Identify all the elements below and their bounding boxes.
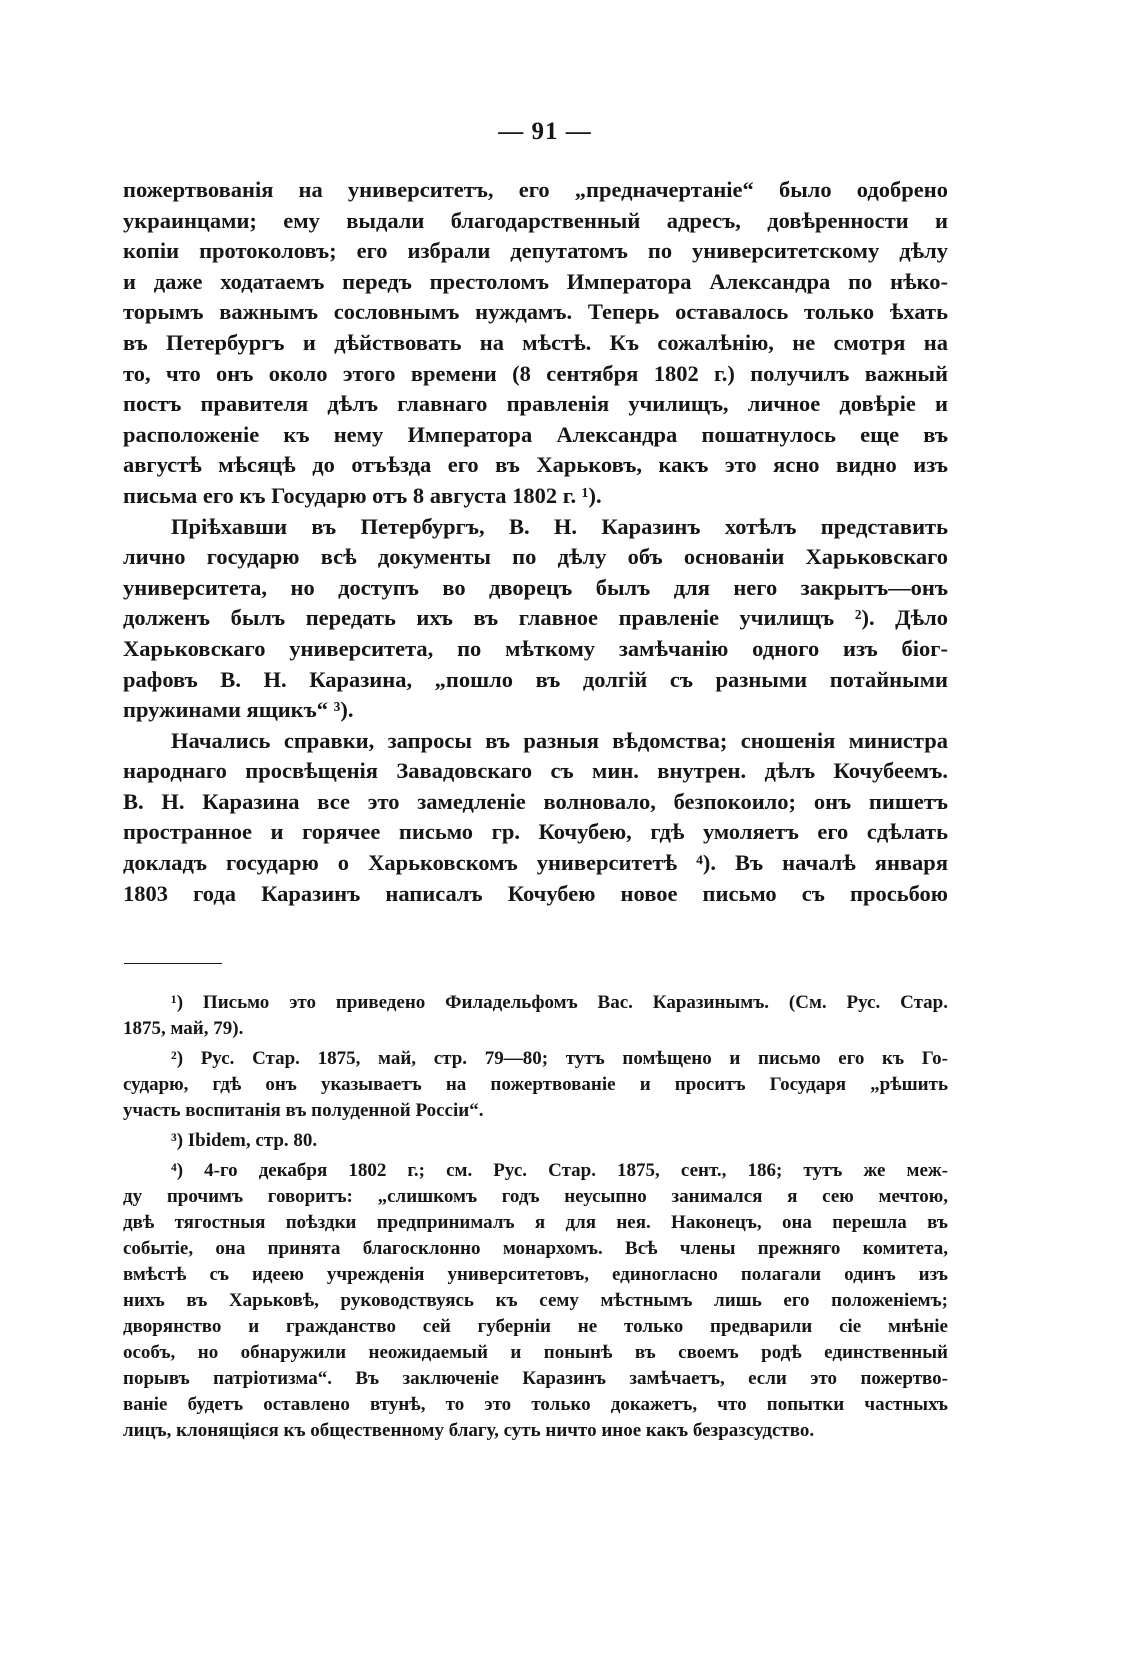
footnote-line: ⁴) 4-го декабря 1802 г.; см. Рус. Стар. 1875, сент., 186; тутъ же меж-: [171, 1160, 948, 1181]
text-line: пожертвованія на университетъ, его „предначертаніе“ было одобрено: [123, 177, 948, 202]
text-line: украинцами; ему выдали благодарственный адресъ, довѣренности и: [123, 207, 948, 233]
footnote-line: дворянство и гражданство сей губерніи не только предварили сіе мнѣніе: [123, 1316, 948, 1337]
footnote-1: [123, 990, 948, 1042]
footnote-2: [123, 1046, 948, 1124]
text-line: постъ правителя дѣлъ главнаго правленія училищъ, личное довѣріе и: [123, 391, 948, 417]
footnote-line: ду прочимъ говоритъ: „слишкомъ годъ неусыпно занимался я сею мечтою,: [123, 1186, 948, 1207]
paragraph-3: [123, 726, 948, 910]
text-line: университета, но доступъ во дворецъ былъ для него закрытъ—онъ: [123, 574, 948, 600]
footnote-line: особъ, но обнаружили неожидаемый и понынѣ въ своемъ родѣ единственный: [123, 1342, 948, 1363]
text-line: В. Н. Каразина все это замедленіе волновало, безпокоило; онъ пишетъ: [123, 788, 948, 814]
footnote-line: ваніе будетъ оставлено втунѣ, то это только докажетъ, что попытки частныхъ: [123, 1394, 948, 1415]
text-line: Пріѣхавши въ Петербургъ, В. Н. Каразинъ хотѣлъ представить: [171, 513, 948, 539]
page-number: — 91 —: [498, 118, 592, 145]
text-line: то, что онъ около этого времени (8 сентября 1802 г.) получилъ важный: [123, 360, 948, 386]
footnote-3: [123, 1128, 948, 1154]
footnote-line: вмѣстѣ съ идеею учрежденія университетовъ, единогласно полагали одинъ изъ: [123, 1264, 948, 1285]
footnote-separator: [124, 963, 222, 964]
text-line: Начались справки, запросы въ разныя вѣдомства; сношенія министра: [171, 727, 948, 753]
text-line: докладъ государю о Харьковскомъ университетѣ ⁴). Въ началѣ января: [123, 850, 948, 876]
text-line: долженъ былъ передать ихъ въ главное правленіе училищъ ²). Дѣло: [123, 605, 948, 631]
text-line: пружинами ящикъ“ ³).: [123, 697, 354, 723]
footnote-line: ³) Ibidem, стр. 80.: [171, 1130, 318, 1151]
text-line: Харьковскаго университета, по мѣткому замѣчанію одного изъ біог-: [123, 635, 948, 661]
text-line: лично государю всѣ документы по дѣлу объ основаніи Харьковскаго: [123, 544, 948, 570]
text-line: торымъ важнымъ сословнымъ нуждамъ. Теперь оставалось только ѣхать: [123, 299, 948, 325]
footnote-line: ²) Рус. Стар. 1875, май, стр. 79—80; тутъ помѣщено и письмо его къ Го-: [171, 1048, 948, 1069]
text-line: 1803 года Каразинъ написалъ Кочубею новое письмо съ просьбою: [123, 880, 948, 906]
footnote-line: 1875, май, 79).: [123, 1018, 244, 1039]
footnote-line: сударю, гдѣ онъ указываетъ на пожертвованіе и проситъ Государя „рѣшить: [123, 1074, 948, 1095]
body-text: [123, 175, 948, 909]
text-line: рафовъ В. Н. Каразина, „пошло въ долгій съ разными потайными: [123, 666, 948, 692]
text-line: и даже ходатаемъ передъ престоломъ Императора Александра по нѣко-: [123, 268, 948, 294]
text-line: расположеніе къ нему Императора Александра пошатнулось еще въ: [123, 421, 948, 447]
paragraph-2: [123, 512, 948, 726]
footnote-4: [123, 1158, 948, 1444]
footnotes: [123, 990, 948, 1448]
footnote-line: двѣ тягостныя поѣздки предпринималъ я для нея. Наконецъ, она перешла въ: [123, 1212, 948, 1233]
footnote-line: участь воспитанія въ полуденной Россіи“.: [123, 1100, 484, 1121]
text-line: августѣ мѣсяцѣ до отъѣзда его въ Харьковъ, какъ это ясно видно изъ: [123, 452, 948, 478]
text-line: письма его къ Государю отъ 8 августа 1802 г. ¹).: [123, 482, 602, 508]
text-line: пространное и горячее письмо гр. Кочубею, гдѣ умоляетъ его сдѣлать: [123, 819, 948, 845]
text-line: народнаго просвѣщенія Завадовскаго съ мин. внутрен. дѣлъ Кочубеемъ.: [123, 758, 948, 784]
footnote-line: ¹) Письмо это приведено Филадельфомъ Вас. Каразинымъ. (См. Рус. Стар.: [171, 992, 948, 1013]
footnote-line: событіе, она принята благосклонно монархомъ. Всѣ члены прежняго комитета,: [123, 1238, 948, 1259]
paragraph-1: [123, 175, 948, 512]
footnote-line: нихъ въ Харьковѣ, руководствуясь къ сему мѣстнымъ лишь его положеніемъ;: [123, 1290, 948, 1311]
text-line: въ Петербургъ и дѣйствовать на мѣстѣ. Къ сожалѣнію, не смотря на: [123, 329, 948, 355]
text-line: копіи протоколовъ; его избрали депутатомъ по университетскому дѣлу: [123, 238, 948, 264]
footnote-line: лицъ, клонящіяся къ общественному благу, суть ничто иное какъ безразсудство.: [123, 1420, 815, 1441]
footnote-line: порывъ патріотизма“. Въ заключеніе Каразинъ замѣчаетъ, если это пожертво-: [123, 1368, 948, 1389]
